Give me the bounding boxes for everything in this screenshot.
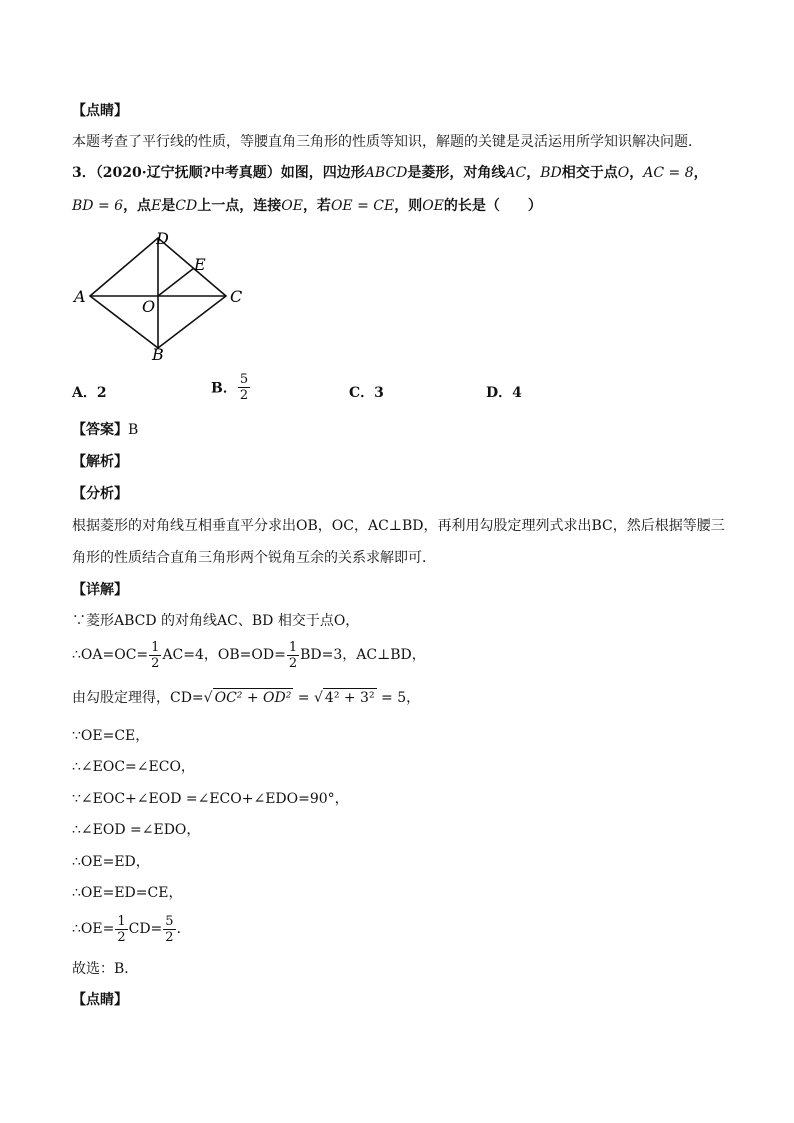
question-text: ，点 — [123, 198, 152, 214]
step-1: ∵菱形ABCD 的对角线AC、BD 相交于点O， — [72, 613, 360, 629]
label-e: E — [194, 255, 206, 274]
question-text: ，若 — [302, 198, 331, 214]
math-oe-eq: OE = CE — [330, 198, 395, 214]
fraction-half — [115, 914, 127, 945]
step-text: AC=4，OB=OD= — [162, 647, 286, 663]
question-line-1 — [72, 163, 708, 183]
option-a: A．2 — [72, 385, 107, 401]
label-d: D — [156, 229, 169, 248]
step-text: = — [293, 690, 314, 706]
math-oe: OE — [281, 198, 303, 214]
option-b — [211, 372, 251, 403]
question-text: 上一点，连接 — [197, 198, 282, 214]
fraction-numerator: 5 — [239, 372, 249, 387]
question-number: 3． — [72, 165, 96, 181]
label-c: C — [230, 287, 243, 306]
question-text: 是 — [161, 198, 176, 214]
dianjing-heading: 【点睛】 — [72, 103, 128, 119]
jiexi-heading: 【解析】 — [72, 454, 128, 470]
math-bd-eq: BD = 6 — [72, 198, 124, 214]
fraction-denominator: 2 — [239, 388, 249, 403]
fraction-denominator: 2 — [288, 655, 298, 671]
question-source: （2020·辽宁抚顺?中考真题） — [95, 165, 281, 181]
option-b-fraction — [238, 372, 250, 403]
label-b: B — [152, 345, 164, 364]
question-text: ，则 — [394, 198, 423, 214]
dianjing-heading-2: 【点睛】 — [72, 992, 128, 1008]
question-text: 如图，四边形 — [280, 165, 365, 181]
question-line-2 — [72, 196, 542, 216]
math-ac-eq: AC = 8 — [643, 165, 694, 181]
step-text: BD=3，AC⊥BD， — [300, 647, 426, 663]
sqrt-expression: √ OC² + OD² — [203, 690, 292, 706]
question-text: ， — [693, 165, 708, 181]
option-b-prefix: B． — [211, 380, 237, 397]
step-text: ． — [176, 921, 191, 937]
step-2 — [72, 638, 426, 672]
fenxi-line-2: 角形的性质结合直角三角形两个锐角互余的关系求解即可． — [72, 550, 436, 566]
step-3 — [72, 688, 420, 708]
step-7: ∴∠EOD =∠EDO， — [72, 822, 201, 838]
fenxi-heading: 【分析】 — [72, 486, 128, 502]
fraction-half — [149, 640, 161, 671]
step-8: ∴OE=ED， — [72, 854, 150, 870]
math-o: O — [617, 165, 630, 181]
step-4: ∵OE=CE， — [72, 728, 150, 744]
fraction-denominator: 2 — [165, 929, 174, 945]
step-9: ∴OE=ED=CE， — [72, 885, 183, 901]
step-text: ∴OA=OC= — [72, 647, 149, 663]
fraction-numerator: 1 — [288, 639, 298, 655]
fraction-denominator: 2 — [117, 929, 126, 945]
rhombus-figure — [70, 226, 260, 366]
step-5: ∴∠EOC=∠ECO， — [72, 759, 195, 775]
sqrt-expression: √ 4² + 3² — [313, 690, 375, 706]
question-text: ， — [629, 165, 644, 181]
step-6: ∵∠EOC+∠EOD =∠ECO+∠EDO=90°， — [72, 791, 349, 807]
question-text: 的长是（ ） — [443, 198, 542, 214]
answer-label: 【答案】 — [72, 422, 128, 438]
step-text: ∴OE= — [72, 921, 115, 937]
math-oe-2: OE — [422, 198, 444, 214]
math-e: E — [151, 198, 162, 214]
step-text: CD= — [128, 921, 163, 937]
step-11: 故选：B． — [72, 961, 139, 977]
fenxi-line-1: 根据菱形的对角线互相垂直平分求出OB，OC，AC⊥BD，再利用勾股定理列式求出BC，然后根据等腰三 — [72, 518, 725, 534]
answer-value: B — [128, 422, 139, 438]
dianjing-text: 本题考查了平行线的性质，等腰直角三角形的性质等知识，解题的关键是灵活运用所学知识解决问题． — [72, 134, 702, 150]
radicand: OC² + OD² — [214, 690, 292, 706]
question-text: ， — [526, 165, 541, 181]
segment-oe — [158, 268, 194, 296]
label-o: O — [142, 297, 156, 316]
xiangjie-heading: 【详解】 — [72, 582, 128, 598]
radicand: 4² + 3² — [324, 690, 375, 706]
fraction-half — [287, 640, 299, 671]
fraction-five-halves — [163, 914, 175, 945]
question-text: 相交于点 — [561, 165, 618, 181]
step-text: 由勾股定理得，CD= — [72, 690, 204, 706]
fraction-numerator: 1 — [117, 913, 126, 929]
option-c: C．3 — [349, 385, 384, 401]
math-bd: BD — [540, 165, 562, 181]
fraction-numerator: 1 — [151, 639, 160, 655]
question-text: 是菱形，对角线 — [407, 165, 506, 181]
option-d: D．4 — [486, 385, 522, 401]
step-10 — [72, 912, 191, 946]
step-text: = 5， — [376, 690, 421, 706]
answer-line — [72, 420, 138, 440]
fraction-denominator: 2 — [151, 655, 160, 671]
math-cd: CD — [175, 198, 198, 214]
fraction-numerator: 5 — [165, 913, 174, 929]
math-ac: AC — [505, 165, 527, 181]
math-abcd: ABCD — [364, 165, 408, 181]
label-a: A — [74, 287, 86, 306]
